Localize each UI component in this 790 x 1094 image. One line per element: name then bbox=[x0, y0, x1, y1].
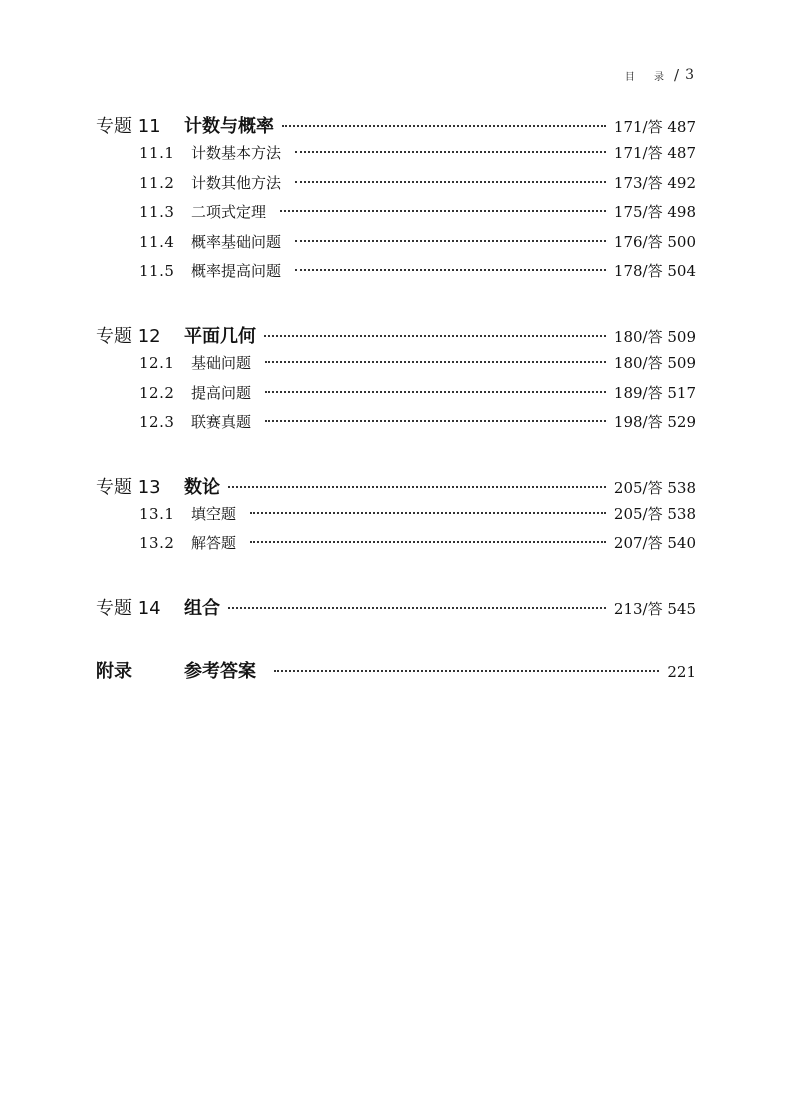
dot-leader bbox=[295, 181, 606, 183]
toc-section-entry[interactable] bbox=[96, 142, 696, 172]
running-head-title: 目 录 bbox=[624, 71, 673, 83]
dot-leader bbox=[250, 541, 606, 543]
section-title: 概率提高问题 bbox=[191, 262, 282, 281]
dot-leader bbox=[295, 151, 606, 153]
section-number: 11.5 bbox=[139, 262, 175, 281]
section-title: 联赛真题 bbox=[191, 413, 252, 432]
toc-section-entry[interactable] bbox=[96, 352, 696, 382]
dot-leader bbox=[265, 420, 606, 422]
toc-section-entry[interactable] bbox=[96, 172, 696, 202]
section-title: 填空题 bbox=[191, 504, 237, 523]
dot-leader bbox=[228, 607, 606, 609]
section-pages: 175/答 498 bbox=[613, 203, 696, 222]
appendix-pages: 221 bbox=[667, 662, 696, 681]
toc-chapter-group bbox=[96, 473, 696, 562]
appendix-label: 附录 bbox=[96, 660, 132, 682]
running-head bbox=[625, 66, 694, 84]
section-title: 概率基础问题 bbox=[191, 232, 282, 251]
section-pages: 178/答 504 bbox=[613, 262, 696, 281]
section-number: 12.2 bbox=[139, 383, 175, 402]
dot-leader bbox=[280, 210, 606, 212]
section-number: 12.1 bbox=[139, 353, 175, 372]
section-title: 计数其他方法 bbox=[191, 173, 282, 192]
toc-section-entry[interactable] bbox=[96, 231, 696, 261]
dot-leader bbox=[295, 240, 606, 242]
section-number: 11.3 bbox=[139, 203, 175, 222]
toc-chapter-group bbox=[96, 322, 696, 441]
chapter-number: 专题 12 bbox=[96, 325, 161, 347]
chapter-pages: 180/答 509 bbox=[613, 327, 696, 346]
chapter-title: 数论 bbox=[184, 476, 220, 498]
toc-section-entry[interactable] bbox=[96, 411, 696, 441]
chapter-number: 专题 13 bbox=[96, 476, 161, 498]
appendix-title: 参考答案 bbox=[184, 660, 256, 682]
section-pages: 205/答 538 bbox=[613, 504, 696, 523]
section-pages: 198/答 529 bbox=[613, 413, 696, 432]
toc-chapter-entry[interactable] bbox=[96, 473, 696, 503]
toc-section-entry[interactable] bbox=[96, 201, 696, 231]
page-number: 3 bbox=[685, 67, 694, 83]
dot-leader bbox=[282, 125, 606, 127]
dot-leader bbox=[264, 335, 606, 337]
toc-appendix-entry[interactable] bbox=[96, 657, 696, 687]
dot-leader bbox=[250, 512, 606, 514]
dot-leader bbox=[265, 361, 606, 363]
section-pages: 180/答 509 bbox=[613, 353, 696, 372]
section-title: 解答题 bbox=[191, 534, 237, 553]
section-pages: 173/答 492 bbox=[613, 173, 696, 192]
chapter-pages: 171/答 487 bbox=[613, 118, 696, 136]
section-number: 13.1 bbox=[139, 504, 175, 523]
section-title: 计数基本方法 bbox=[191, 144, 282, 162]
chapter-pages: 205/答 538 bbox=[613, 478, 696, 497]
toc-section-entry[interactable] bbox=[96, 382, 696, 412]
toc-chapter-entry[interactable] bbox=[96, 112, 696, 142]
toc-section-entry[interactable] bbox=[96, 503, 696, 533]
section-title: 提高问题 bbox=[191, 383, 252, 402]
section-pages: 176/答 500 bbox=[613, 232, 696, 251]
section-pages: 171/答 487 bbox=[613, 144, 696, 162]
chapter-number: 专题 11 bbox=[96, 116, 161, 137]
chapter-title: 平面几何 bbox=[184, 325, 256, 347]
section-number: 11.1 bbox=[139, 144, 175, 162]
toc-chapter-group bbox=[96, 112, 696, 290]
section-pages: 207/答 540 bbox=[613, 534, 696, 553]
section-number: 11.2 bbox=[139, 173, 175, 192]
chapter-title: 计数与概率 bbox=[184, 116, 274, 137]
dot-leader bbox=[265, 391, 606, 393]
section-number: 12.3 bbox=[139, 413, 175, 432]
toc-section-entry[interactable] bbox=[96, 260, 696, 290]
section-number: 11.4 bbox=[139, 232, 175, 251]
dot-leader bbox=[228, 486, 606, 488]
dot-leader bbox=[274, 670, 659, 672]
toc-section-entry[interactable] bbox=[96, 532, 696, 562]
toc-chapter-group bbox=[96, 594, 696, 624]
chapter-pages: 213/答 545 bbox=[613, 599, 696, 618]
chapter-number: 专题 14 bbox=[96, 597, 161, 619]
toc-chapter-entry[interactable] bbox=[96, 594, 696, 624]
table-of-contents bbox=[96, 112, 696, 687]
toc-chapter-entry[interactable] bbox=[96, 322, 696, 352]
section-title: 二项式定理 bbox=[191, 203, 267, 222]
section-number: 13.2 bbox=[139, 534, 175, 553]
running-head-separator: / bbox=[674, 66, 680, 84]
section-pages: 189/答 517 bbox=[613, 383, 696, 402]
chapter-title: 组合 bbox=[184, 597, 220, 619]
dot-leader bbox=[295, 269, 606, 271]
section-title: 基础问题 bbox=[191, 353, 252, 372]
